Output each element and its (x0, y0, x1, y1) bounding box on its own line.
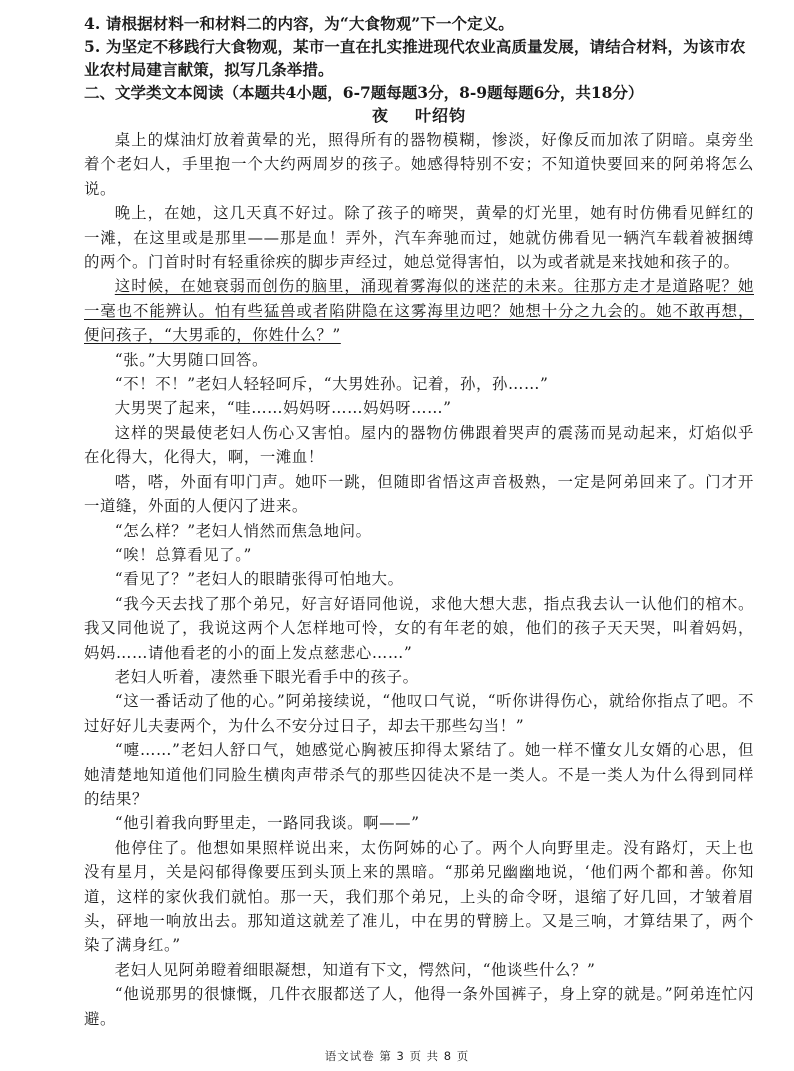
paragraph-19: “他说那男的很慷慨，几件衣服都送了人，他得一条外国裤子，身上穿的就是。”阿弟连忙闪避。 (84, 985, 754, 1028)
paragraph-underlined: 这时候，在她衰弱而创伤的脑里，涌现着雾海似的迷茫的未来。往那方走才是道路呢？她一毫也不能辨认。怕有些猛兽或者陷阱隐在这雾海里边吧？她想十分之九会的。她不敢再想，便问孩子，“大男乖的，你姓什么？” (84, 277, 754, 345)
paragraph-7: 这样的哭最使老妇人伤心又害怕。屋内的器物仿佛跟着哭声的震荡而晃动起来，灯焰似乎在化得大，化得大，啊，一滩血！ (84, 423, 754, 467)
paragraph-5: “不！不！”老妇人轻轻呵斥，“大男姓孙。记着，孙，孙……” (114, 375, 549, 394)
paragraph-8: 嗒，嗒，外面有叩门声。她吓一跳，但随即省悟这声音极熟，一定是阿弟回来了。门才开一道缝，外面的人便闪了进来。 (84, 472, 754, 516)
paragraph-17: 他停住了。他想如果照样说出来，太伤阿姊的心了。两个人向野里走。没有路灯，天上也没有星月，关是闷郁得像要压到头顶上来的黑暗。“那弟兄幽幽地说，‘他们两个都和善。你知道，这样的家伙我们就怕。那一天，我们那个弟兄，上头的命令呀，退缩了好几回，才皱着眉头，砰地一响放出去。那知道这就差了准儿，中在男的臂膀上。又是三响，才算结果了，两个染了满身红。” (84, 838, 754, 955)
article-title-line (84, 104, 754, 128)
paragraph-10: “唉！总算看见了。” (114, 545, 252, 564)
page-footer: 语文试卷 第 3 页 共 8 页 (324, 1049, 470, 1063)
section-heading: 二、文学类文本阅读（本题共4小题，6-7题每题3分，8-9题每题6分，共18分） (84, 83, 644, 102)
question-4: 4. 请根据材料一和材料二的内容，为“大食物观”下一个定义。 (84, 14, 514, 33)
paragraph-16: “他引着我向野里走，一路同我谈。啊——” (114, 814, 420, 833)
paragraph-2: 晚上，在她，这几天真不好过。除了孩子的啼哭，黄晕的灯光里，她有时仿佛看见鲜红的一滩，在这里或是那里——那是血！弄外，汽车奔驰而过，她就仿佛看见一辆汽车载着被捆缚的两个。门首时时有轻重徐疾的脚步声经过，她总觉得害怕，以为或者就是来找她和孩子的。 (84, 204, 754, 272)
paragraph-1: 桌上的煤油灯放着黄晕的光，照得所有的器物模糊，惨淡，好像反而加浓了阴暗。桌旁坐着个老妇人，手里抱一个大约两周岁的孩子。她感得特别不安；不知道快要回来的阿弟将怎么说。 (84, 131, 754, 198)
paragraph-18: 老妇人见阿弟瞪着细眼凝想，知道有下文，愕然问，“他谈些什么？” (114, 960, 596, 979)
paragraph-15: “嚏……”老妇人舒口气，她感觉心胸被压抑得太紧结了。她一样不懂女儿女婿的心思，但她清楚地知道他们同脸生横肉声带杀气的那些囚徒决不是一类人。不是一类人为什么得到同样的结果？ (84, 741, 754, 808)
paragraph-14: “这一番话动了他的心。”阿弟接续说，“他叹口气说，“听你讲得伤心，就给你指点了吧。不过好好儿夫妻两个，为什么不安分过日子，却去干那些勾当！” (84, 692, 754, 735)
article-author: 叶绍钧 (415, 106, 467, 125)
question-5: 5. 为坚定不移践行大食物观，某市一直在扎实推进现代农业高质量发展，请结合材料，为该市农业农村局建言献策，拟写几条举措。 (84, 37, 746, 79)
paragraph-9: “怎么样？”老妇人悄然而焦急地问。 (114, 521, 372, 540)
paragraph-12: “我今天去找了那个弟兄，好言好语同他说，求他大想大悲，指点我去认一认他们的棺木。我又同他说了，我说这两个人怎样地可怜，女的有年老的娘，他们的孩子天天哭，叫着妈妈，妈妈……请他看老的小的面上发点慈悲心……” (84, 594, 754, 662)
paragraph-4: “张。”大男随口回答。 (114, 350, 268, 369)
paragraph-6: 大男哭了起来，“哇……妈妈呀……妈妈呀……” (114, 399, 452, 418)
paragraph-13: 老妇人听着，凄然垂下眼光看手中的孩子。 (114, 667, 419, 686)
paragraph-11: “看见了？”老妇人的眼睛张得可怕地大。 (114, 570, 404, 589)
article-title: 夜 (371, 106, 389, 125)
